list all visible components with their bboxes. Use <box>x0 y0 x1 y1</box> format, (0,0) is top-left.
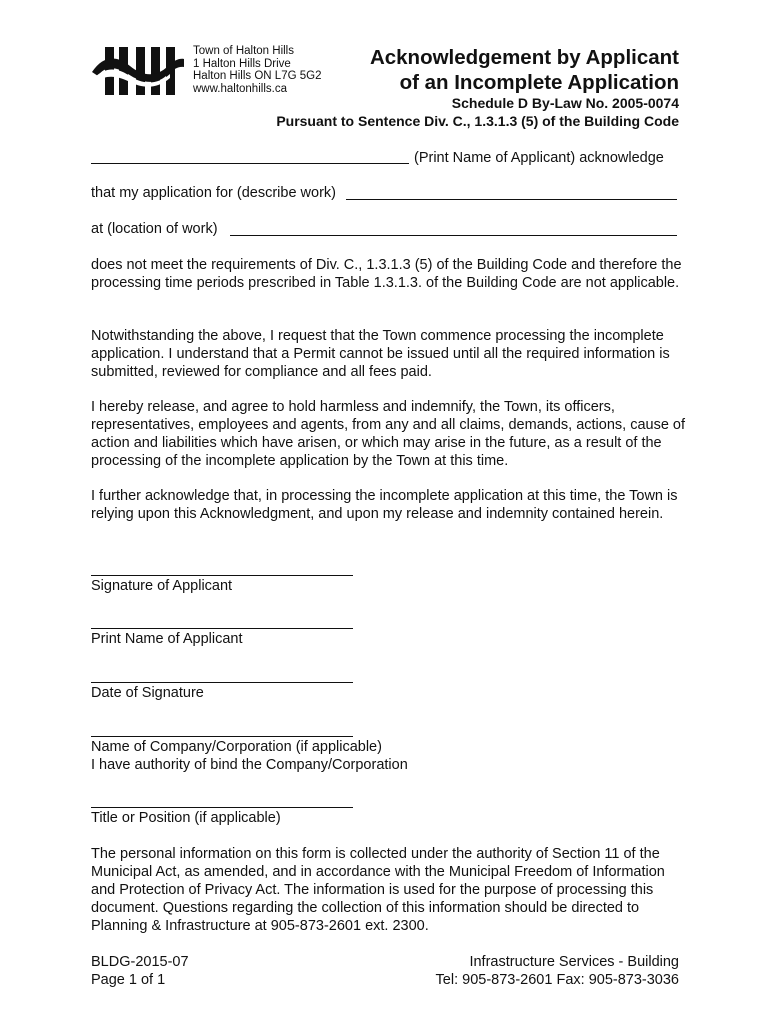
describe-work-label: that my application for (describe work) <box>91 185 336 201</box>
requirements-paragraph: does not meet the requirements of Div. C., 1.3.1.3 (5) of the Building Code and therefore the processing time periods prescribed in Table 1.3.1.3. of the Building Code are not applicable. <box>91 257 682 291</box>
privacy-notice: The personal information on this form is collected under the authority of Section 11 of the Municipal Act, as amended, and in accordance with the Municipal Freedom of Information and Protection of Privacy Act. The information is used for the purpose of processing this document. Questions regarding the collection of this information should be directed to Planning & Infrastructure at 905-873-2601 ext. 2300. <box>91 846 665 934</box>
location-field[interactable] <box>230 235 677 236</box>
date-label: Date of Signature <box>91 685 204 701</box>
org-city: Halton Hills ON L7G 5G2 <box>193 70 322 82</box>
town-logo <box>90 44 186 98</box>
title-field[interactable] <box>91 807 353 808</box>
form-code: BLDG-2015-07 <box>91 954 189 970</box>
applicant-name-label: (Print Name of Applicant) acknowledge <box>414 150 664 166</box>
org-name: Town of Halton Hills <box>193 45 294 57</box>
print-name-label: Print Name of Applicant <box>91 631 243 647</box>
schedule-heading: Schedule D By-Law No. 2005-0074 <box>451 95 679 111</box>
signature-label: Signature of Applicant <box>91 578 233 594</box>
indemnity-paragraph: I hereby release, and agree to hold harmless and indemnify, the Town, its officers, representatives, employees and agents, from any and all claims, demands, actions, cause of action and liabilities which have arisen, or which may arise in the future, as a result of the processing of the incomplete application by the Town at this time. <box>91 399 686 469</box>
title-line-1: Acknowledgement by Applicant <box>369 46 679 69</box>
processing-request-paragraph: Notwithstanding the above, I request that the Town commence processing the incomplete application. I understand that a Permit cannot be issued until all the required information is submitted, reviewed for compliance and all fees paid. <box>91 328 670 380</box>
print-name-field[interactable] <box>91 628 353 629</box>
describe-work-field[interactable] <box>346 199 677 200</box>
company-field[interactable] <box>91 736 353 737</box>
company-label: Name of Company/Corporation (if applicable) <box>91 739 382 755</box>
title-line-2: of an Incomplete Application <box>399 71 679 94</box>
reliance-paragraph: I further acknowledge that, in processing the incomplete application at this time, the Town is relying upon this Acknowledgment, and upon my release and indemnity contained herein. <box>91 488 678 522</box>
title-label: Title or Position (if applicable) <box>91 810 281 826</box>
footer-contact: Tel: 905-873-2601 Fax: 905-873-3036 <box>435 972 679 988</box>
org-website: www.haltonhills.ca <box>193 82 287 95</box>
page-number: Page 1 of 1 <box>91 972 166 988</box>
location-label: at (location of work) <box>91 221 218 237</box>
org-address <box>193 45 321 95</box>
footer-department: Infrastructure Services - Building <box>469 954 679 970</box>
signature-field[interactable] <box>91 575 353 576</box>
applicant-name-field[interactable] <box>91 163 409 164</box>
authority-label: I have authority of bind the Company/Corporation <box>91 757 408 773</box>
org-street: 1 Halton Hills Drive <box>193 57 291 70</box>
pursuant-heading: Pursuant to Sentence Div. C., 1.3.1.3 (5) of the Building Code <box>276 113 679 129</box>
date-field[interactable] <box>91 682 353 683</box>
